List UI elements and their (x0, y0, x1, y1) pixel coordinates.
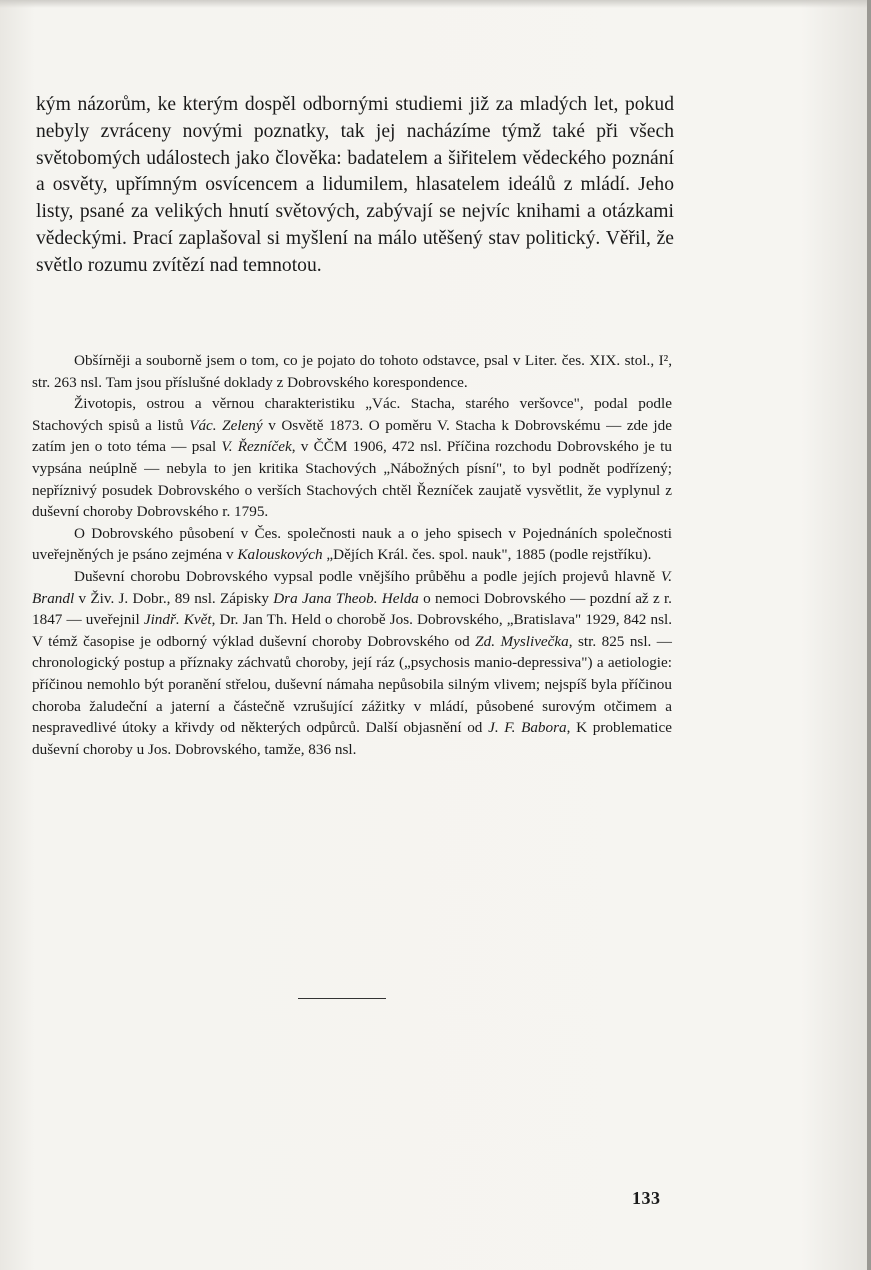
page-right-edge (867, 0, 871, 1270)
footnote-4-text-f: , K problematice duševní choroby u Jos. Dobrovského, tamže, 836 nsl. (32, 719, 673, 758)
footnote-3-author-kalousek: Kalouskových (237, 546, 323, 564)
section-divider (298, 998, 386, 999)
footnote-2-text-a: Životopis, ostrou a věrnou charakteristiku „Vác. Stacha, starého veršovce", podal podle Stachových spisů a listů (32, 395, 672, 434)
footnotes (32, 350, 672, 760)
footnote-4-text-e: , str. 825 nsl. — chronologický postup a příznaky záchvatů choroby, její ráz („psychosis manio-depressiva") a aetiologie: příčinou nemohlo být poranění střelou, duševní námaha nepůsobila silným vlivem; nejspíš byla příčinou choroba žaludeční a jaterní a částečně vzrušující zážitky v mládí, působené surovým otčimem a nespravedlivé útoky a křivdy od některých odpůrců. Další objasnění od (32, 632, 672, 737)
footnote-2-author-zeleny: Vác. Zelený (189, 416, 263, 434)
footnote-4-author-babor: J. F. Babora (488, 719, 567, 737)
footnote-4-text-d: , Dr. Jan Th. Held o chorobě Jos. Dobrovského, „Bratislava" 1929, 842 nsl. V témž časopise je odborný výklad duševní choroby Dobrovského od (32, 611, 673, 650)
footnote-4-text-a: Duševní chorobu Dobrovského vypsal podle vnějšího průběhu a podle jejích projevů hlavně (74, 567, 661, 585)
footnote-4-text-b: v Živ. J. Dobr., 89 nsl. Zápisky (74, 589, 274, 607)
footnote-3 (32, 523, 672, 566)
footnote-4-author-brandl: V. Brandl (32, 567, 672, 607)
footnote-1 (32, 350, 672, 393)
footnote-3-text-a: O Dobrovského působení v Čes. společnosti nauk a o jeho spisech v Pojednáních společnosti uveřejněných je psáno zejména v (32, 524, 672, 564)
footnote-2-text-b: v Osvětě 1873. O poměru V. Stacha k Dobrovskému — zde jde zatím jen o toto téma — psal (32, 416, 672, 456)
page-top-shadow (0, 0, 871, 8)
footnote-2-author-reznicek: V. Řezníček (221, 438, 292, 456)
footnote-4-text-c: o nemoci Dobrovského — pozdní až z r. 1847 — uveřejnil (32, 589, 672, 629)
footnote-2-text-c: , v ČČM 1906, 472 nsl. Příčina rozchodu Dobrovského je tu vypsána neúplně — nebyla to jen kritika Stachových „Nábožných písní", to byl podnět podřízený; nepříznivý posudek Dobrovského o verších Stachových chtěl Řezníček zaujatě vysvětlit, že vyplynul z duševní choroby Dobrovského r. 1795. (32, 438, 672, 521)
footnote-4-author-kvet: Jindř. Květ (143, 611, 212, 629)
body-paragraph: kým názorům, ke kterým dospěl odbornými studiemi již za mladých let, pokud nebyly zvráceny novými poznatky, tak jej nacházíme týmž také při všech světobomých událostech jako člověka: badatelem a šiřitelem vědeckého poznání a osvěty, upřímným osvícencem a lidumilem, hlasatelem ideálů z mládí. Jeho listy, psané za velikých hnutí světových, zabývají se nejvíc knihami a otázkami vědeckými. Prací zaplašoval si myšlení na málo utěšený stav politický. Věřil, že světlo rozumu zvítězí nad temnotou. (36, 94, 674, 276)
footnote-4-author-myslivecek: Zd. Myslivečka (475, 632, 569, 650)
page-number: 133 (632, 1188, 661, 1208)
footnote-4-author-held: Dra Jana Theob. Helda (273, 589, 419, 607)
footnote-4 (32, 566, 672, 760)
footnote-1-text: Obšírněji a souborně jsem o tom, co je pojato do tohoto odstavce, psal v Liter. čes. XIX. stol., I², str. 263 nsl. Tam jsou příslušné doklady z Dobrovského korespondence. (32, 352, 672, 391)
footnote-3-text-b: „Dějích Král. čes. spol. nauk", 1885 (podle rejstříku). (322, 546, 652, 564)
footnote-2 (32, 393, 672, 523)
